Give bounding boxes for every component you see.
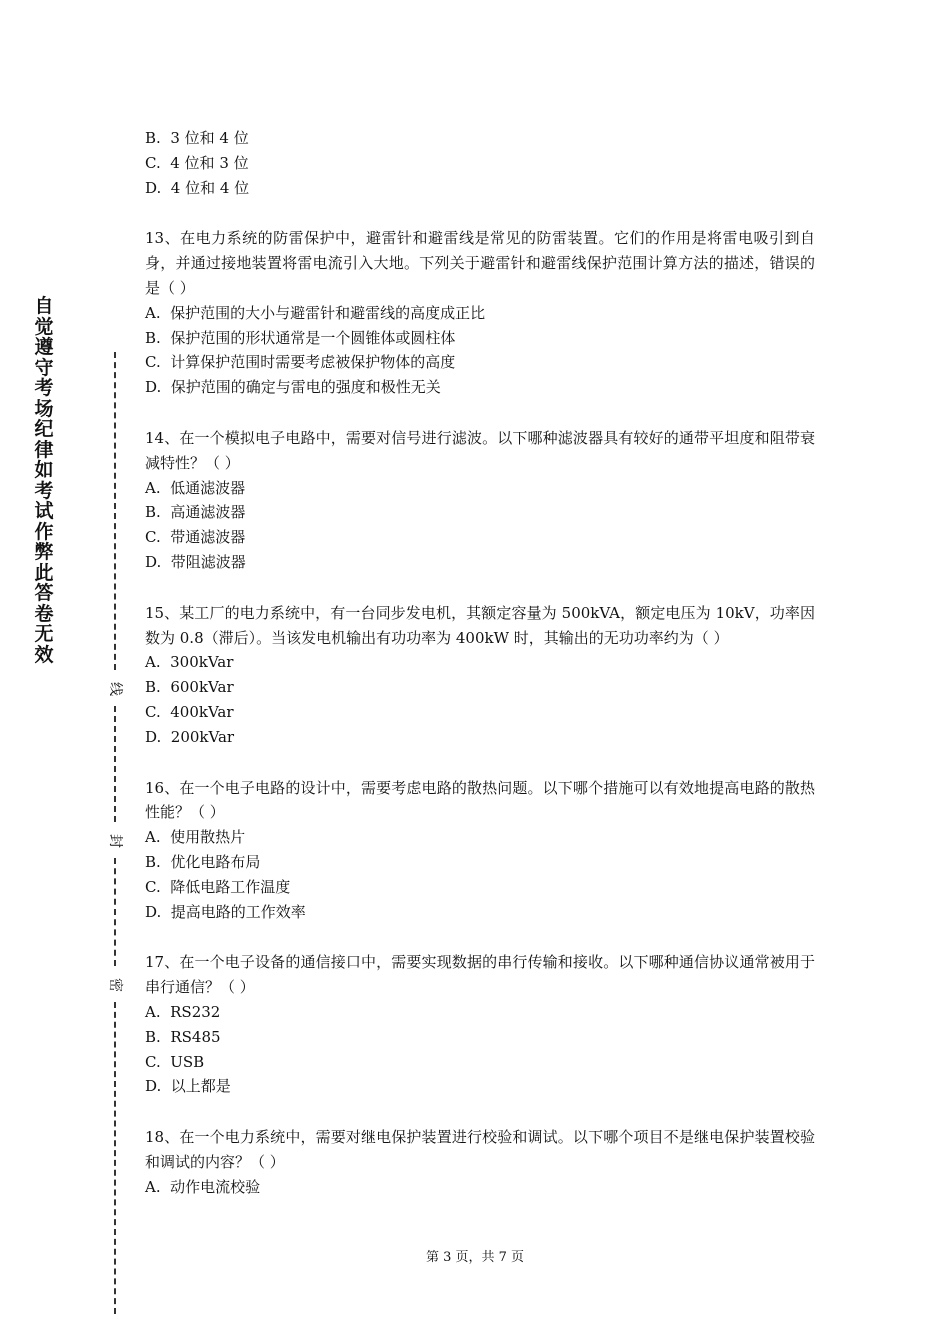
question-16 — [145, 776, 815, 925]
option: A. 300kVar — [145, 653, 234, 672]
option: A. 使用散热片 — [145, 828, 246, 847]
seal-label-secret: 密 — [107, 978, 123, 992]
option: D. 4 位和 4 位 — [145, 178, 250, 197]
binding-line-segment — [114, 352, 116, 670]
question-stem: 17、在一个电子设备的通信接口中，需要实现数据的串行传输和接收。以下哪种通信协议通常被用于串行通信？（ ） — [145, 953, 815, 997]
option: B. RS485 — [145, 1027, 221, 1046]
option: B. 600kVar — [145, 678, 234, 697]
seal-label-seal: 封 — [107, 834, 123, 848]
option: D. 提高电路的工作效率 — [145, 902, 306, 921]
question-13 — [145, 226, 815, 400]
option: D. 带阻滤波器 — [145, 552, 246, 571]
option: C. USB — [145, 1052, 205, 1071]
question-stem: 18、在一个电力系统中，需要对继电保护装置进行校验和调试。以下哪个项目不是继电保护装置校验和调试的内容？（ ） — [145, 1128, 815, 1171]
option: A. 保护范围的大小与避雷针和避雷线的高度成正比 — [145, 303, 486, 322]
option: C. 降低电路工作温度 — [145, 877, 291, 896]
question-15 — [145, 601, 815, 750]
option: D. 以上都是 — [145, 1077, 231, 1096]
option: D. 200kVar — [145, 727, 235, 746]
binding-line-segment — [114, 706, 116, 822]
question-stem: 15、某工厂的电力系统中，有一台同步发电机，其额定容量为 500kVA，额定电压为 10kV，功率因数为 0.8（滞后）。当该发电机输出有功功率为 400kW 时，其输出的无功功率约为（ ） — [145, 603, 815, 647]
side-warning: 自觉遵守考场纪律如考试作弊此答卷无效 — [34, 295, 54, 666]
option: C. 4 位和 3 位 — [145, 153, 249, 172]
option: C. 带通滤波器 — [145, 528, 246, 547]
question-stem: 14、在一个模拟电子电路中，需要对信号进行滤波。以下哪种滤波器具有较好的通带平坦度和阻带衰减特性？（ ） — [145, 428, 815, 472]
question-17 — [145, 950, 815, 1099]
option: B. 高通滤波器 — [145, 503, 246, 522]
option: B. 保护范围的形状通常是一个圆锥体或圆柱体 — [145, 328, 456, 347]
option: A. 动作电流校验 — [145, 1177, 261, 1196]
option: C. 计算保护范围时需要考虑被保护物体的高度 — [145, 353, 456, 372]
question-stem: 16、在一个电子电路的设计中，需要考虑电路的散热问题。以下哪个措施可以有效地提高电路的散热性能？（ ） — [145, 778, 815, 822]
option: B. 优化电路布局 — [145, 852, 261, 871]
binding-line-segment — [114, 1002, 116, 1314]
question-stem: 13、在电力系统的防雷保护中，避雷针和避雷线是常见的防雷装置。它们的作用是将雷电吸引到自身，并通过接地装置将雷电流引入大地。下列关于避雷针和避雷线保护范围计算方法的描述，错误的是（ ） — [145, 229, 815, 297]
option: B. 3 位和 4 位 — [145, 129, 249, 147]
question-14 — [145, 426, 815, 575]
leading-options — [145, 126, 815, 200]
seal-label-line: 线 — [107, 682, 123, 696]
question-content — [145, 126, 815, 1199]
page-number: 第 3 页，共 7 页 — [425, 1250, 525, 1265]
question-18 — [145, 1125, 815, 1199]
option: D. 保护范围的确定与雷电的强度和极性无关 — [145, 378, 441, 397]
option: A. RS232 — [145, 1002, 221, 1021]
option: C. 400kVar — [145, 702, 234, 721]
binding-line-segment — [114, 858, 116, 966]
option: A. 低通滤波器 — [145, 478, 246, 497]
